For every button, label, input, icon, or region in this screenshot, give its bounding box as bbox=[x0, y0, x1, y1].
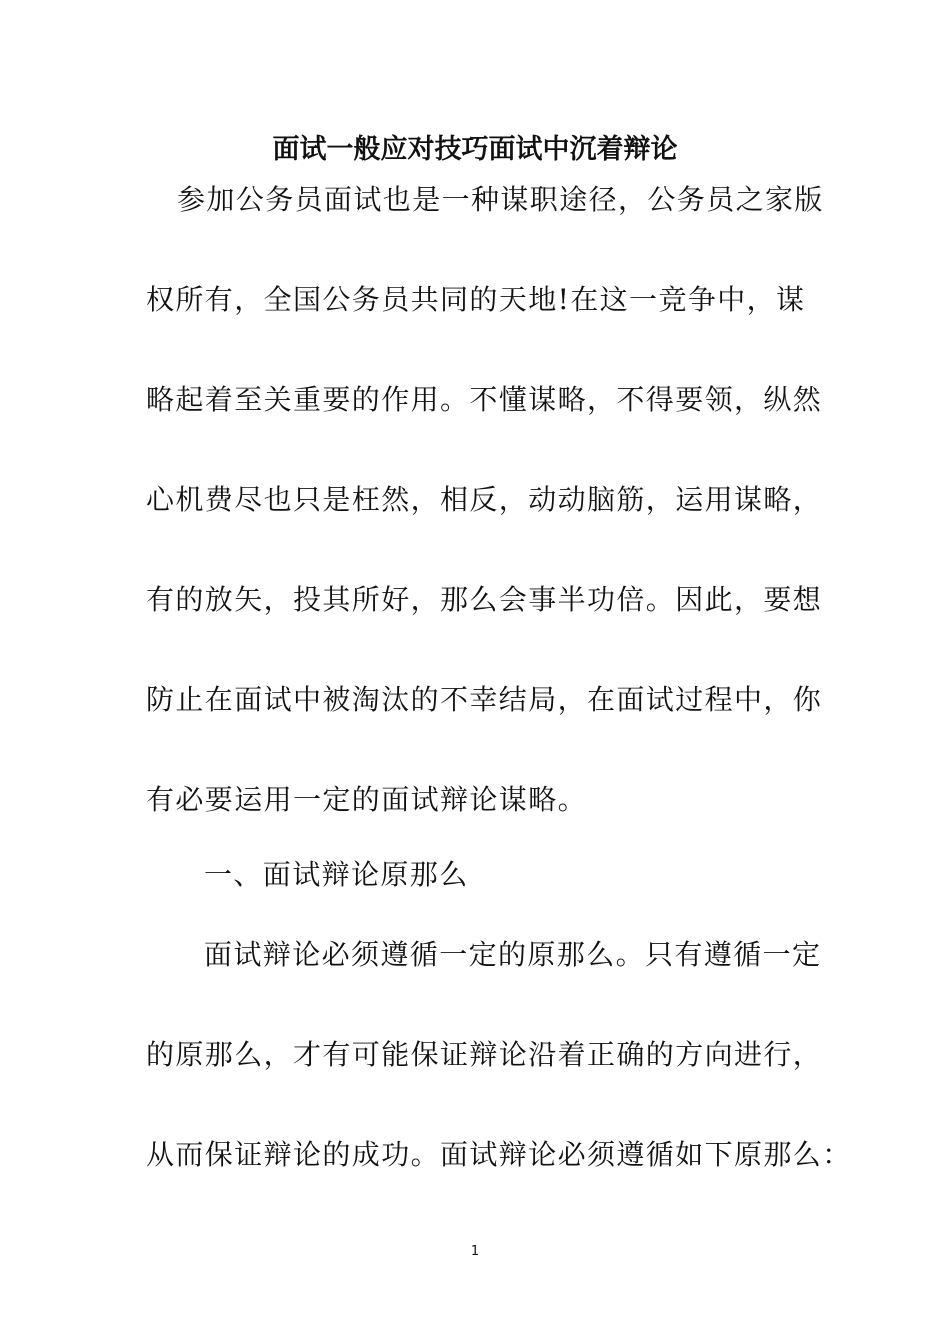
paragraph-line: 权所有，全国公务员共同的天地!在这一竞争中，谋 bbox=[146, 283, 806, 316]
paragraph-line: 有必要运用一定的面试辩论谋略。 bbox=[146, 783, 588, 816]
section-heading: 一、面试辩论原那么 bbox=[204, 858, 469, 891]
paragraph-line: 面试辩论必须遵循一定的原那么。只有遵循一定 bbox=[204, 938, 822, 971]
paragraph-line: 略起着至关重要的作用。不懂谋略，不得要领，纵然 bbox=[146, 383, 823, 416]
paragraph-line: 的原那么，才有可能保证辩论沿着正确的方向进行， bbox=[146, 1038, 823, 1071]
paragraph-line: 心机费尽也只是枉然，相反，动动脑筋，运用谋略， bbox=[146, 483, 823, 516]
document-title: 面试一般应对技巧面试中沉着辩论 bbox=[272, 134, 678, 165]
paragraph-line: 有的放矢，投其所好，那么会事半功倍。因此，要想 bbox=[146, 583, 823, 616]
page-number: 1 bbox=[470, 1244, 480, 1259]
paragraph-line: 从而保证辩论的成功。面试辩论必须遵循如下原那么： bbox=[146, 1138, 852, 1171]
paragraph-line: 参加公务员面试也是一种谋职途径，公务员之家版 bbox=[177, 183, 824, 216]
paragraph-line: 防止在面试中被淘汰的不幸结局，在面试过程中，你 bbox=[146, 683, 823, 716]
